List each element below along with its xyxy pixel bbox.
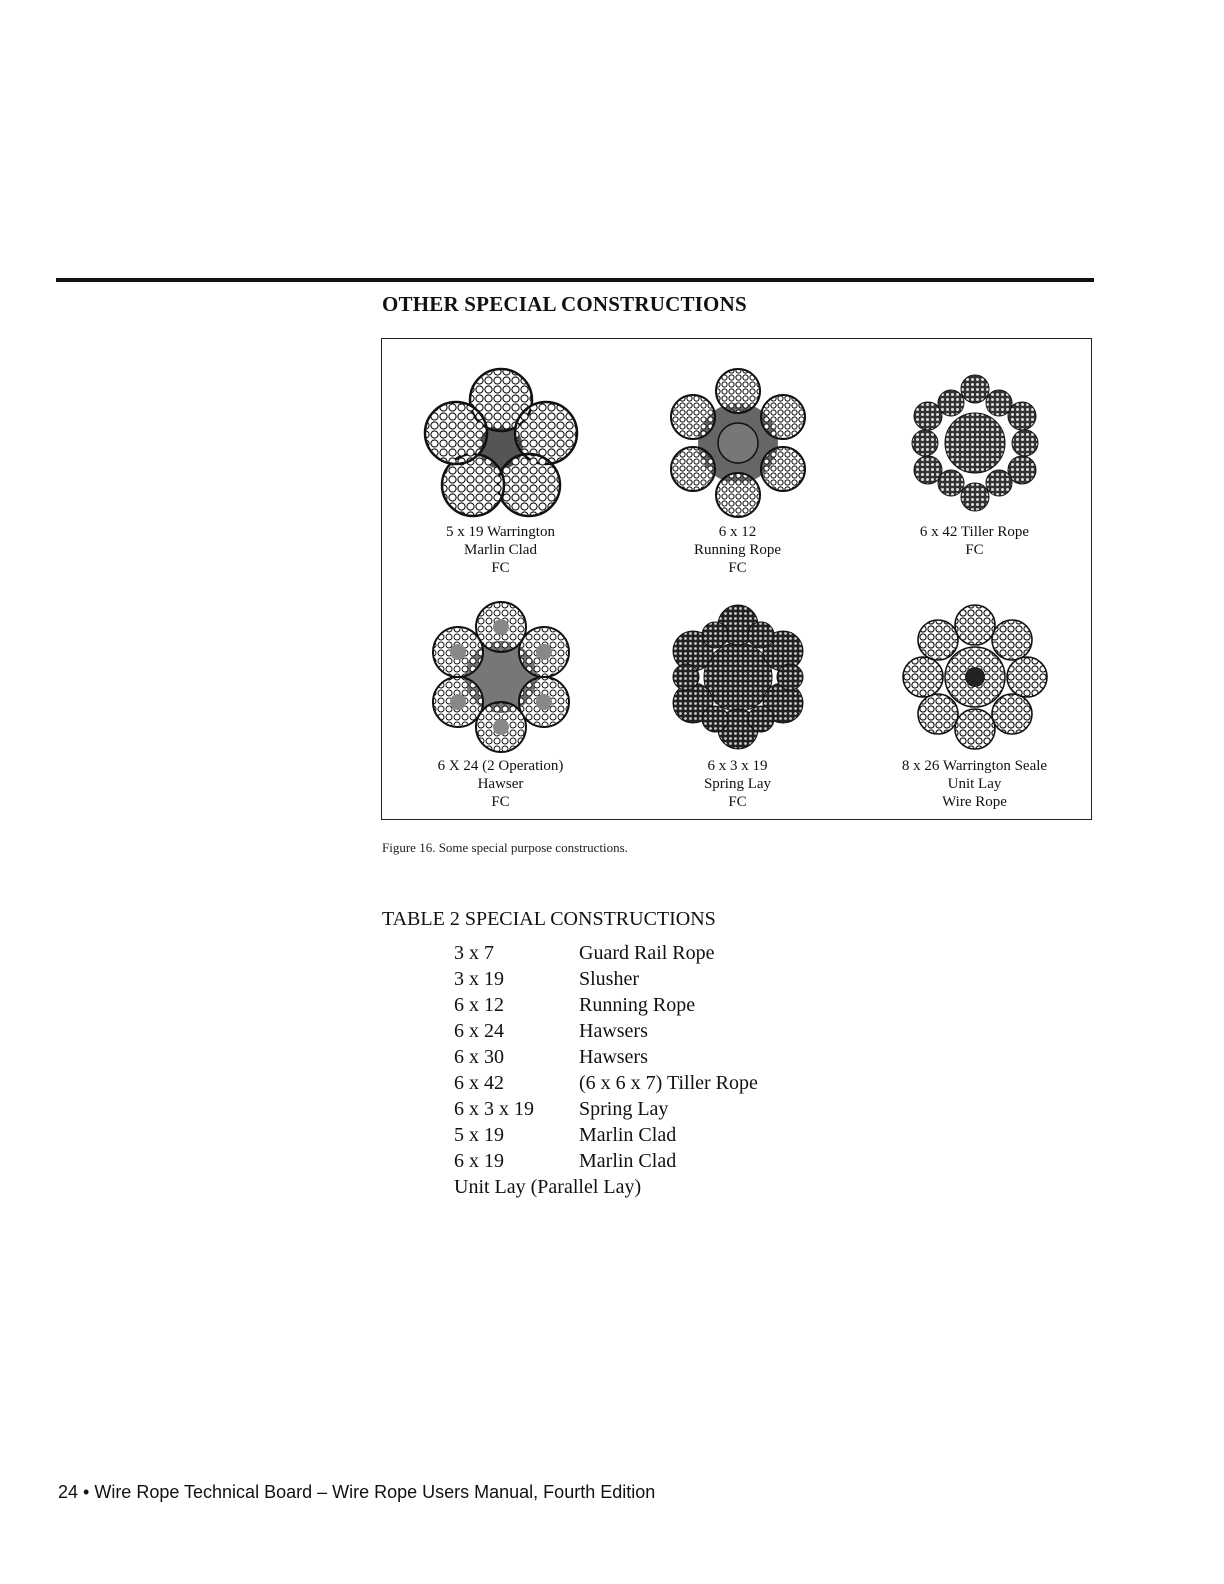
caption-line: Running Rope	[693, 542, 782, 558]
page-footer: 24 • Wire Rope Technical Board – Wire Rope Users Manual, Fourth Edition	[58, 1482, 656, 1502]
figure-item-4	[382, 601, 619, 811]
table-last-line: Unit Lay (Parallel Lay)	[454, 1176, 642, 1198]
table-row	[454, 1044, 758, 1070]
use-cell: Marlin Clad	[579, 1150, 677, 1172]
caption-line: FC	[491, 560, 510, 576]
figure-item-1	[382, 367, 619, 577]
caption-line: FC	[728, 560, 747, 576]
use-cell: Marlin Clad	[579, 1124, 677, 1146]
caption-line: Marlin Clad	[464, 542, 537, 558]
table-row	[454, 992, 758, 1018]
6x24-hawser-cross-section-icon	[421, 601, 581, 753]
caption-line: 5 x 19 Warrington	[446, 524, 555, 540]
caption-line: Spring Lay	[703, 776, 772, 792]
figure-16	[381, 338, 1092, 820]
construction-cell: 3 x 7	[454, 942, 494, 964]
6x12-running-rope-cross-section-icon	[658, 367, 818, 519]
caption-line: Hawser	[477, 776, 524, 792]
construction-cell: 6 x 3 x 19	[454, 1098, 534, 1120]
table-row	[454, 1122, 758, 1148]
special-constructions-table	[454, 940, 758, 1200]
use-cell: Hawsers	[579, 1020, 648, 1042]
caption-line: 8 x 26 Warrington Seale	[901, 758, 1048, 774]
section-title: OTHER SPECIAL CONSTRUCTIONS	[382, 292, 747, 316]
figure-item-6	[856, 601, 1093, 811]
caption-line: Wire Rope	[942, 794, 1007, 810]
construction-cell: 5 x 19	[454, 1124, 504, 1146]
table-row	[454, 1070, 758, 1096]
table-row	[454, 966, 758, 992]
construction-cell: 6 x 12	[454, 994, 504, 1016]
use-cell: Guard Rail Rope	[579, 942, 715, 964]
construction-cell: 6 x 24	[454, 1020, 504, 1042]
6x42-tiller-rope-cross-section-icon	[895, 367, 1055, 519]
caption-line: FC	[491, 794, 510, 810]
top-rule	[56, 278, 1094, 282]
construction-cell: 6 x 30	[454, 1046, 504, 1068]
table-row	[454, 1096, 758, 1122]
figure-item-2	[619, 367, 856, 577]
caption-line: 6 x 3 x 19	[707, 758, 768, 774]
figure-item-3	[856, 367, 1093, 559]
6x3x19-spring-lay-cross-section-icon	[658, 601, 818, 753]
caption-line: FC	[728, 794, 747, 810]
table-row	[454, 1018, 758, 1044]
use-cell: Spring Lay	[579, 1098, 669, 1120]
construction-cell: 6 x 42	[454, 1072, 504, 1094]
figure-caption: Figure 16. Some special purpose constructions.	[382, 840, 628, 855]
table-row	[454, 1148, 758, 1174]
caption-line: Unit Lay	[947, 776, 1002, 792]
use-cell: (6 x 6 x 7) Tiller Rope	[579, 1072, 758, 1094]
figure-item-5	[619, 601, 856, 811]
caption-line: FC	[965, 542, 984, 558]
5x19-warrington-marlin-clad-cross-section-icon	[421, 367, 581, 519]
table-row	[454, 940, 758, 966]
caption-line: 6 x 12	[718, 524, 757, 540]
8x26-warrington-seale-cross-section-icon	[895, 601, 1055, 753]
use-cell: Running Rope	[579, 994, 696, 1016]
use-cell: Hawsers	[579, 1046, 648, 1068]
construction-cell: 6 x 19	[454, 1150, 504, 1172]
table-title: TABLE 2 SPECIAL CONSTRUCTIONS	[382, 908, 716, 930]
caption-line: 6 x 42 Tiller Rope	[919, 524, 1030, 540]
construction-cell: 3 x 19	[454, 968, 504, 990]
caption-line: 6 X 24 (2 Operation)	[437, 758, 564, 774]
use-cell: Slusher	[579, 968, 639, 990]
